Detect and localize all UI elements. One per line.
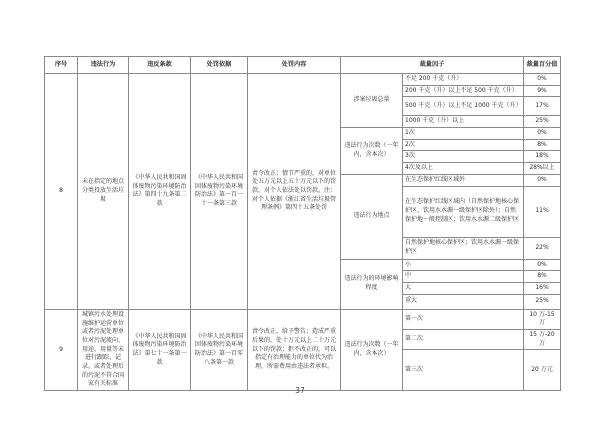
factor-value: 0% — [524, 74, 561, 86]
factor-condition: 小 — [403, 259, 524, 271]
factor-condition: 500 千克（升）以上不足 1000 千克（升） — [403, 97, 524, 116]
factor-value: 16% — [524, 282, 561, 294]
table-header-row — [45, 57, 561, 74]
row-basis: 《中华人民共和国固体废物污染环境防治法》第一百零八条第一款 — [191, 309, 248, 391]
factor-group-name: 违法行为的环境影响程度 — [341, 259, 403, 309]
col-header-factor: 裁量因子 — [341, 57, 524, 74]
factor-value: 0% — [524, 174, 561, 186]
factor-value: 28%以上 — [524, 163, 561, 175]
table-row — [45, 309, 561, 329]
factor-value: 25% — [524, 116, 561, 128]
factor-condition: 不足 200 千克（升） — [403, 74, 524, 86]
row-behavior: 城镇污水处理设施维护运营单位或者污泥处理单位对污泥流向、用途、用量等未进行跟踪、记录，或者处理后的污泥不符合国家有关标准 — [78, 309, 129, 391]
factor-value: 0% — [524, 128, 561, 140]
col-header-percent: 裁量百分值 — [524, 57, 561, 74]
page-number: 37 — [295, 386, 305, 395]
factor-condition: 3次 — [403, 151, 524, 163]
row-behavior: 未在指定的地点分类投放生活垃圾 — [78, 74, 129, 310]
factor-condition: 第一次 — [403, 309, 524, 329]
factor-condition: 在生态保护红线区域外 — [403, 174, 524, 186]
factor-condition: 第三次 — [403, 350, 524, 391]
factor-value: 8% — [524, 139, 561, 151]
factor-condition: 重大 — [403, 294, 524, 309]
factor-value: 20 万元 — [524, 350, 561, 391]
row-content: 责令改正；情节严重的，对单位处五万元以上五十万元以下的罚款，对个人依法处以罚款。注：对个人依据《浙江省生活垃圾管理条例》第四十五条处罚 — [248, 74, 341, 310]
row-content: 责令改正，给予警告；造成严重后果的，处十万元以上二十万元以下的罚款；拒不改正的，可以指定有治理能力的单位代为治理，所需费用由违法者承担。 — [248, 309, 341, 391]
row-clause: 《中华人民共和国固体废物污染环境防治法》第四十九条第二款 — [129, 74, 191, 310]
factor-condition: 自然保护地核心保护区；饮用水水源一级保护区 — [403, 237, 524, 259]
factor-condition: 在生态保护红线区域内（自然保护地核心保护区、饮用水水源一级保护区除外）；自然保护地一般控制区；饮用水水源二级保护区 — [403, 186, 524, 237]
factor-value: 0% — [524, 259, 561, 271]
factor-condition: 大 — [403, 282, 524, 294]
factor-value: 11% — [524, 186, 561, 237]
col-header-clause: 违反条款 — [129, 57, 191, 74]
factor-group-name: 违法行为次数（一年内，含本次） — [341, 128, 403, 175]
factor-condition: 中 — [403, 271, 524, 283]
row-no: 8 — [45, 74, 78, 310]
col-header-no: 序号 — [45, 57, 78, 74]
factor-condition: 第二次 — [403, 329, 524, 349]
factor-value: 25% — [524, 294, 561, 309]
col-header-basis: 处罚依据 — [191, 57, 248, 74]
col-header-content: 处罚内容 — [248, 57, 341, 74]
table-row — [45, 74, 561, 86]
factor-value: 18% — [524, 151, 561, 163]
factor-condition: 4次及以上 — [403, 163, 524, 175]
factor-value: 8% — [524, 271, 561, 283]
factor-group-name: 违法行为地点 — [341, 174, 403, 259]
factor-value: 9% — [524, 85, 561, 97]
row-clause: 《中华人民共和国固体废物污染环境防治法》第七十一条第一款 — [129, 309, 191, 391]
factor-condition: 200 千克（升）以上不足 500 千克（升） — [403, 85, 524, 97]
factor-condition: 2次 — [403, 139, 524, 151]
factor-value: 17% — [524, 97, 561, 116]
col-header-behavior: 违法行为 — [78, 57, 129, 74]
penalty-discretion-table — [44, 56, 561, 391]
factor-group-name: 违法行为次数（一年内，含本次） — [341, 309, 403, 391]
factor-condition: 1次 — [403, 128, 524, 140]
row-basis: 《中华人民共和国固体废物污染环境防治法》第一百一十一条第三款 — [191, 74, 248, 310]
factor-value: 22% — [524, 237, 561, 259]
factor-group-name: 涉案垃圾总量 — [341, 74, 403, 128]
row-no: 9 — [45, 309, 78, 391]
factor-condition: 1000 千克（升）以上 — [403, 116, 524, 128]
factor-value: 15 万-20 万 — [524, 329, 561, 349]
factor-value: 10 万-15 万 — [524, 309, 561, 329]
